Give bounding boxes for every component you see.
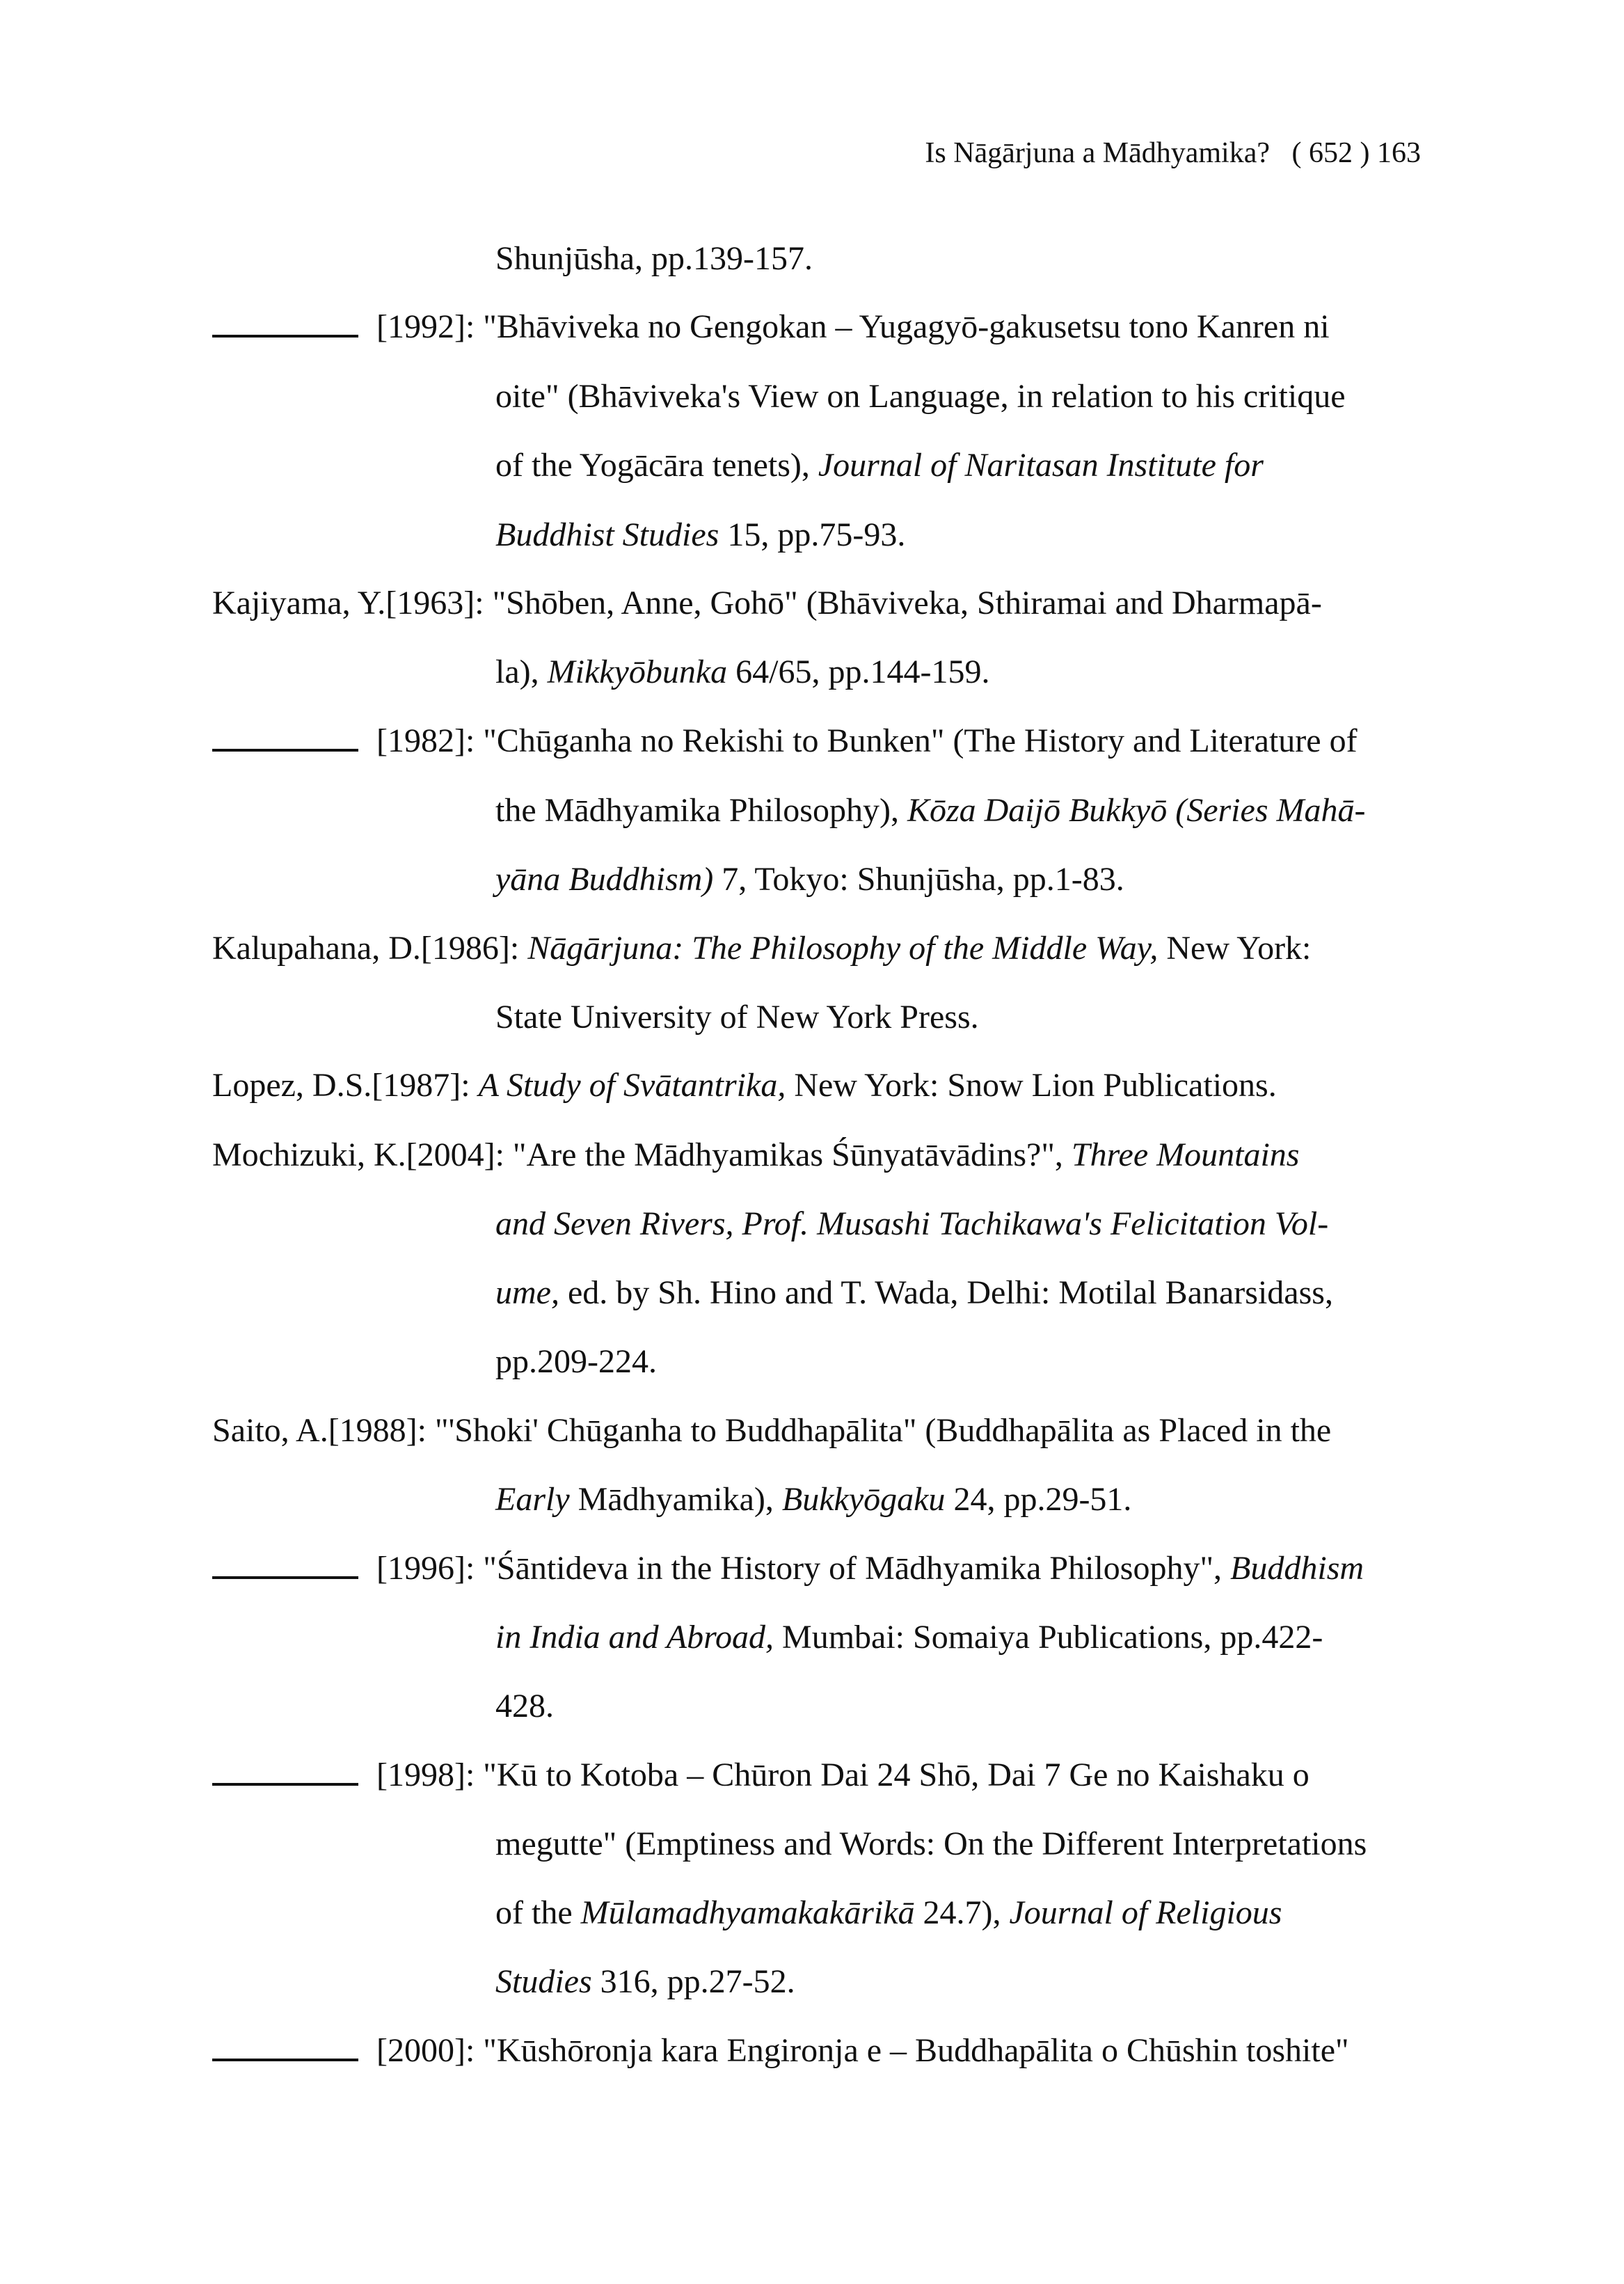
reference-line: Studies 316, pp.27-52. bbox=[495, 1963, 795, 2000]
reference-line: ume, ed. by Sh. Hino and T. Wada, Delhi: Motilal Banarsidass, bbox=[495, 1274, 1333, 1311]
reference-line: Mochizuki, K.[2004]: "Are the Mādhyamikas Śūnyatāvādins?", Three Mountains bbox=[212, 1136, 1300, 1173]
reference-line: [1996]: "Śāntideva in the History of Mādhyamika Philosophy", Buddhism bbox=[212, 1552, 1364, 1585]
repeat-author-dash bbox=[212, 2059, 358, 2061]
reference-line: and Seven Rivers, Prof. Musashi Tachikawa's Felicitation Vol- bbox=[495, 1205, 1329, 1242]
reference-line: in India and Abroad, Mumbai: Somaiya Publications, pp.422- bbox=[495, 1619, 1323, 1656]
reference-line: 428. bbox=[495, 1688, 554, 1724]
reference-line: oite" (Bhāviveka's View on Language, in relation to his critique bbox=[495, 378, 1346, 415]
reference-line: [2000]: "Kūshōronja kara Engironja e – Buddhapālita o Chūshin toshite" bbox=[212, 2034, 1349, 2068]
reference-line: Kajiyama, Y.[1963]: "Shōben, Anne, Gohō" (Bhāviveka, Sthiramai and Dharmapā- bbox=[212, 585, 1322, 621]
reference-line: megutte" (Emptiness and Words: On the Different Interpretations bbox=[495, 1825, 1367, 1862]
reference-line: State University of New York Press. bbox=[495, 999, 979, 1036]
repeat-author-dash bbox=[212, 1783, 358, 1786]
repeat-author-dash bbox=[212, 1576, 358, 1579]
reference-line: Buddhist Studies 15, pp.75-93. bbox=[495, 516, 906, 553]
reference-line: Kalupahana, D.[1986]: Nāgārjuna: The Philosophy of the Middle Way, New York: bbox=[212, 930, 1312, 967]
reference-line: [1992]: "Bhāviveka no Gengokan – Yugagyō-gakusetsu tono Kanren ni bbox=[212, 310, 1330, 344]
header-page-number: ( 652 ) 163 bbox=[1291, 137, 1421, 169]
reference-line: of the Yogācāra tenets), Journal of Naritasan Institute for bbox=[495, 447, 1264, 484]
reference-line: the Mādhyamika Philosophy), Kōza Daijō Bukkyō (Series Mahā- bbox=[495, 792, 1366, 829]
header-title: Is Nāgārjuna a Mādhyamika? bbox=[925, 137, 1271, 169]
reference-line: Shunjūsha, pp.139-157. bbox=[495, 240, 813, 277]
reference-line: Lopez, D.S.[1987]: A Study of Svātantrika, New York: Snow Lion Publications. bbox=[212, 1067, 1277, 1104]
reference-line: yāna Buddhism) 7, Tokyo: Shunjūsha, pp.1-83. bbox=[495, 861, 1124, 898]
reference-line: Early Mādhyamika), Bukkyōgaku 24, pp.29-51. bbox=[495, 1481, 1132, 1518]
reference-line: la), Mikkyōbunka 64/65, pp.144-159. bbox=[495, 653, 990, 690]
reference-line: [1982]: "Chūganha no Rekishi to Bunken" (The History and Literature of bbox=[212, 724, 1358, 758]
reference-line: pp.209-224. bbox=[495, 1343, 657, 1380]
reference-line: [1998]: "Kū to Kotoba – Chūron Dai 24 Shō, Dai 7 Ge no Kaishaku o bbox=[212, 1759, 1309, 1792]
repeat-author-dash bbox=[212, 749, 358, 752]
reference-line: Saito, A.[1988]: "'Shoki' Chūganha to Buddhapālita" (Buddhapālita as Placed in the bbox=[212, 1412, 1332, 1449]
reference-line: of the Mūlamadhyamakakārikā 24.7), Journal of Religious bbox=[495, 1894, 1282, 1931]
running-header bbox=[925, 136, 1421, 170]
repeat-author-dash bbox=[212, 335, 358, 338]
